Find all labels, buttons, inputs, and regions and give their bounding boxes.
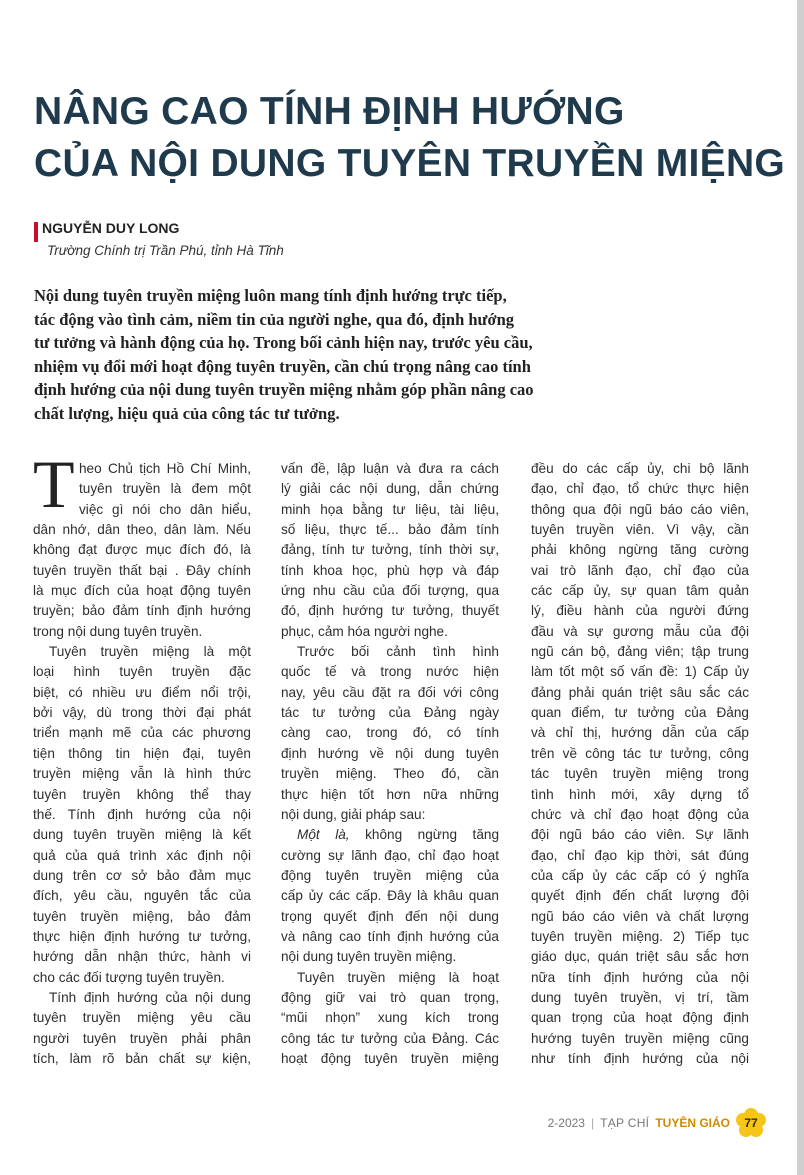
body-line: dân nhớ, dân theo, dân làm. Nếu (33, 522, 251, 538)
author-name: NGUYỄN DUY LONG (42, 220, 180, 236)
body-line: “mũi nhọn” xung kích trong (281, 1010, 499, 1026)
body-line: ngũ báo cáo viên và chất lượng (531, 908, 749, 924)
body-line: truyền miệng. Theo đó, cần (281, 766, 499, 782)
body-line: ứng nhu cầu của đối tượng, qua (281, 583, 499, 599)
body-line: lý, điều hành của người đứng (531, 603, 749, 619)
body-line: tuyên truyền viên. Vì vậy, cần (531, 522, 749, 538)
body-line: triển mạnh mẽ của các phương (33, 725, 251, 741)
body-line: đảng phải quán triệt sâu sắc các (531, 684, 749, 700)
body-line: cho các đối tượng tuyên truyền. (33, 969, 225, 985)
body-line: ngũ cán bộ, đảng viên; tập trung (531, 644, 749, 660)
body-line: thông qua đội ngũ báo cáo viên, (531, 501, 749, 517)
body-line: công tác tư tưởng của Đảng. Các (281, 1030, 499, 1046)
body-column-3 (531, 459, 749, 1069)
body-line: vai trò lãnh đạo, chỉ đạo của (531, 562, 749, 578)
body-line: hướng dẫn nhận thức, hành vi (33, 949, 251, 965)
body-line: tuyên truyền thất bại . Đây chính (33, 562, 251, 578)
body-line: việc gì nói cho dân hiểu, (79, 501, 251, 517)
body-line: quan trọng của hoạt động định (531, 1010, 749, 1026)
body-line: chức và chỉ đạo hoạt động của (531, 806, 749, 822)
body-line: lý giải các nội dung, dẫn chứng (281, 481, 499, 497)
body-line: thực hiện định hướng tư tưởng, (33, 928, 251, 944)
lead-line: định hướng của nội dung tuyên truyền miệng nhằm góp phần nâng cao (34, 380, 534, 399)
body-line: truyền; bảo đảm tính định hướng (33, 603, 251, 619)
mot-la-rest: không ngừng tăng (349, 827, 500, 843)
body-line: tác tuyên truyền miệng trong (531, 766, 749, 782)
body-line: hướng tuyên truyền miệng cũng (531, 1030, 749, 1046)
body-line: đó, định hướng tư tưởng, thuyết (281, 603, 499, 619)
body-column-1 (33, 459, 251, 1069)
lead-line: tác động vào tình cảm, niềm tin của người nghe, qua đó, định hướng (34, 309, 515, 329)
lead-line: chất lượng, hiệu quả của công tác tư tưởng. (34, 403, 340, 423)
body-line: đích, yêu cầu, nguyên tắc của (33, 888, 251, 904)
body-line: hoạt động tuyên truyền miệng (281, 1050, 499, 1066)
body-column-2 (281, 459, 499, 1069)
body-line: truyền miệng vẫn là hình thức (33, 766, 251, 782)
body-line: đạo, chỉ đạo kịp thời, sát đúng (531, 847, 749, 863)
lead-paragraph (34, 284, 624, 425)
body-line: người tuyên truyền phải phân (33, 1030, 251, 1046)
body-line-mot-la (281, 825, 499, 845)
body-line: tuyên truyền miệng, bảo đảm (33, 908, 251, 924)
footer-separator: | (590, 1116, 595, 1130)
mot-la-label: Một là, (297, 827, 350, 843)
body-line: heo Chủ tịch Hồ Chí Minh, (79, 461, 251, 476)
body-line: trên về công tác tư tưởng, công (531, 745, 749, 761)
author-affiliation: Trường Chính trị Trần Phú, tỉnh Hà Tĩnh (47, 243, 284, 258)
body-line: càng cao, trong đó, có tính (281, 725, 499, 741)
body-line: cường sự lãnh đạo, chỉ đạo hoạt (281, 847, 499, 863)
page-edge-bar (797, 0, 804, 1175)
body-line: minh họa bằng tư liệu, tài liệu, (281, 501, 499, 517)
issue-number: 2-2023 (547, 1116, 585, 1130)
body-line: trong nội dung tuyên truyền. (33, 623, 203, 639)
author-accent-bar (34, 222, 38, 242)
body-line: tính khoa học, phù hợp và đáp (281, 562, 499, 578)
title-line-2: CỦA NỘI DUNG TUYÊN TRUYỀN MIỆNG (34, 142, 786, 185)
body-line: tình hình mới, xây dựng tổ (531, 786, 749, 802)
body-line: Trước bối cảnh tình hình (297, 644, 499, 660)
body-line: đảng, tính tư tưởng, tính thời sự, (281, 542, 499, 558)
body-line: quan điểm, tư tưởng của Đảng (531, 705, 749, 721)
body-line: phải không ngừng tăng cường (531, 542, 749, 558)
body-line: nay, yêu cầu đặt ra đối với công (281, 684, 499, 700)
body-line: tuyên truyền không thể thay (33, 786, 251, 802)
body-line: tiện thông tin hiện đại, tuyên (33, 745, 251, 761)
body-line: như tính định hướng của nội (531, 1050, 749, 1066)
title-line-1: NÂNG CAO TÍNH ĐỊNH HƯỚNG (34, 90, 625, 133)
body-line: của cấp ủy các cấp có ý nghĩa (531, 867, 749, 883)
body-line: Tính định hướng của nội dung (49, 989, 251, 1005)
page-number-badge (736, 1108, 766, 1138)
body-line: đầu và sự gương mẫu của đội (531, 623, 749, 639)
body-line: Tuyên truyền miệng là một (49, 644, 251, 660)
body-line: biệt, có nhiều ưu điểm nổi trội, (33, 684, 251, 700)
body-line: đạo, chỉ đạo, tổ chức thực hiện (531, 481, 749, 497)
body-line: định hướng về nội dung tuyên (281, 745, 499, 761)
lead-line: tư tưởng và hành động của họ. Trong bối cảnh hiện nay, trước yêu cầu, (34, 333, 533, 352)
body-line: giáo dục, quán triệt sâu sắc hơn (531, 949, 749, 965)
magazine-name: TUYÊN GIÁO (655, 1116, 730, 1130)
body-line: trọng quyết định đến nội dung (281, 908, 499, 924)
body-line: làm tốt một số vấn đề: 1) Cấp ủy (531, 664, 749, 680)
body-line: quả của quá trình xác định nội (33, 847, 251, 863)
body-line: tích, làm rõ bản chất sự kiện, (33, 1050, 251, 1066)
body-line: quyết định đến chất lượng đội (531, 888, 749, 904)
body-line: vấn đề, lập luận và đưa ra cách (281, 461, 499, 476)
page-footer (548, 1111, 766, 1135)
body-line: và chỉ thị, hướng dẫn của cấp (531, 725, 749, 741)
drop-cap: T (33, 446, 75, 522)
body-line: cấp ủy các cấp. Đây là khâu quan (281, 888, 499, 904)
body-line: động giữ vai trò quan trọng, (281, 989, 499, 1005)
body-line: dung tuyên truyền, vị trí, tầm (531, 989, 749, 1005)
body-line: thế. Tính định hướng của nội (33, 806, 251, 822)
body-line: động tuyên truyền miệng của (281, 867, 499, 883)
body-line: thực hiện tốt hơn nữa những (281, 786, 499, 802)
body-line: không đạt được mục đích đó, là (33, 542, 251, 558)
body-line: dung trên cơ sở bảo đảm mục (33, 867, 251, 883)
body-line: là mục đích của hoạt động tuyên (33, 583, 251, 599)
body-line: các cấp ủy, sự quan tâm quản (531, 583, 749, 599)
body-line: tuyên truyền miệng. 2) Tiếp tục (531, 928, 749, 944)
body-line: số liệu, thực tế... bảo đảm tính (281, 522, 499, 538)
lead-line: nhiệm vụ đổi mới hoạt động tuyên truyền, cần chú trọng nâng cao tính (34, 356, 531, 376)
page-number: 77 (744, 1116, 758, 1130)
body-line: Tuyên truyền miệng là hoạt (297, 969, 499, 985)
body-line: nữa tính định hướng của nội (531, 969, 749, 985)
body-line: tác tư tưởng của Đảng ngày (281, 705, 499, 721)
body-line: phục, cảm hóa người nghe. (281, 623, 448, 639)
body-line: dung tuyên truyền miệng là kết (33, 827, 251, 843)
body-line: quốc tế và trong nước hiện (281, 664, 499, 680)
lead-line: Nội dung tuyên truyền miệng luôn mang tính định hướng trực tiếp, (34, 286, 507, 305)
body-line: nội dung, giải pháp sau: (281, 806, 426, 822)
body-line: loại hình tuyên truyền đặc (33, 664, 251, 680)
magazine-prefix: TẠP CHÍ (600, 1116, 650, 1130)
body-line: nội dung tuyên truyền miệng. (281, 949, 457, 965)
body-line: tuyên truyền miệng yêu cầu (33, 1010, 251, 1026)
body-line: bởi vậy, dù trong thời đại phát (33, 705, 251, 721)
body-line: và nâng cao tính định hướng của (281, 928, 499, 944)
body-line: đều do các cấp ủy, chi bộ lãnh (531, 461, 749, 476)
article-title (34, 86, 786, 190)
body-line: đội ngũ báo cáo viên. Sự lãnh (531, 827, 749, 843)
body-line: tuyên truyền là đem một (79, 481, 251, 497)
